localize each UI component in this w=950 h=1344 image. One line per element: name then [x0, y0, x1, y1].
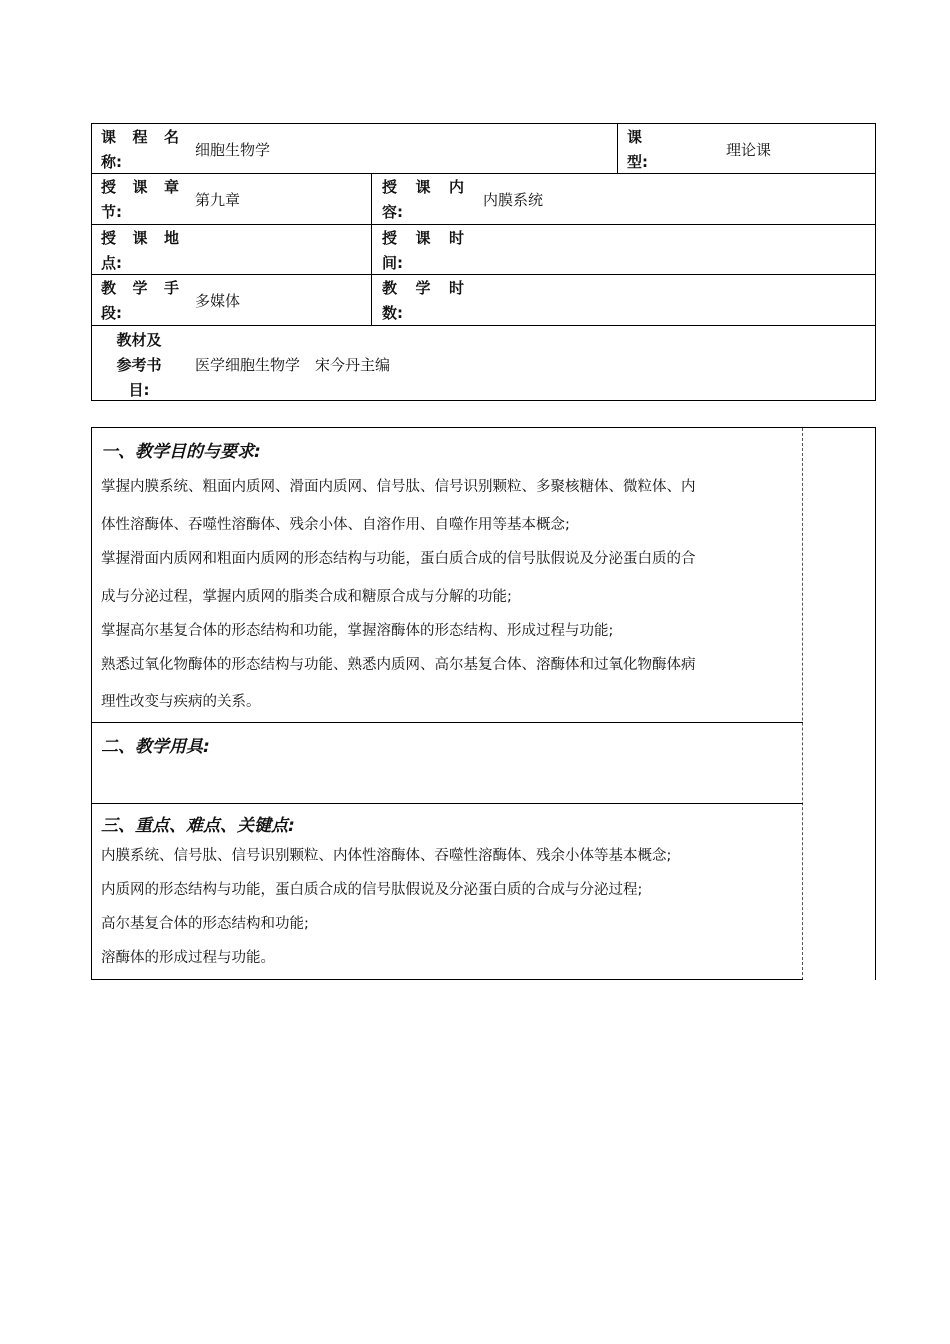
time-label: 授 课 时 间: [382, 229, 464, 272]
row-divider [91, 274, 876, 275]
chapter-label: 授 课 章 节: [101, 178, 179, 221]
objectives-line: 成与分泌过程，掌握内质网的脂类合成和糖原合成与分解的功能; [101, 589, 512, 605]
info-table-border-bottom [91, 400, 876, 401]
content-value: 内膜系统 [483, 191, 544, 209]
content-table-border-top [91, 427, 876, 428]
col-divider [617, 123, 618, 174]
col-divider [371, 173, 372, 326]
objectives-line: 理性改变与疾病的关系。 [101, 694, 261, 710]
course-name-label: 课 程 名 称: [101, 128, 179, 171]
section-divider [91, 803, 803, 804]
course-name-value: 细胞生物学 [195, 141, 271, 159]
textbook-label: 教材及 参考书 目: [116, 331, 162, 399]
location-label: 授 课 地 点: [101, 229, 179, 272]
key-points-line: 高尔基复合体的形态结构和功能; [101, 916, 309, 932]
objectives-line: 掌握高尔基复合体的形态结构和功能，掌握溶酶体的形态结构、形成过程与功能; [101, 623, 614, 639]
textbook-value: 医学细胞生物学 宋今丹主编 [195, 356, 391, 374]
section-heading-key-points: 三、重点、难点、关键点: [101, 816, 295, 836]
hours-label: 教 学 时 数: [382, 279, 464, 322]
objectives-line: 掌握内膜系统、粗面内质网、滑面内质网、信号肽、信号识别颗粒、多聚核糖体、微粒体、内 [101, 479, 696, 495]
row-divider [91, 224, 876, 225]
info-table-border-left [91, 123, 92, 401]
content-table-dashed-divider [802, 428, 803, 980]
row-divider [91, 173, 876, 174]
method-label: 教 学 手 段: [101, 279, 179, 322]
info-table-border-right [875, 123, 876, 401]
row-divider [91, 325, 876, 326]
key-points-line: 溶酶体的形成过程与功能。 [101, 950, 275, 966]
content-table-border-left [91, 427, 92, 980]
objectives-line: 体性溶酶体、吞噬性溶酶体、残余小体、自溶作用、自噬作用等基本概念; [101, 517, 570, 533]
course-type-value: 理论课 [726, 141, 772, 159]
content-table-border-right [875, 427, 876, 980]
section-heading-teaching-tools: 二、教学用具: [101, 737, 210, 757]
chapter-value: 第九章 [195, 191, 241, 209]
content-table-border-bottom [91, 979, 803, 980]
objectives-line: 掌握滑面内质网和粗面内质网的形态结构与功能，蛋白质合成的信号肽假说及分泌蛋白质的合 [101, 551, 696, 567]
section-heading-objectives: 一、教学目的与要求: [101, 442, 261, 462]
key-points-line: 内质网的形态结构与功能，蛋白质合成的信号肽假说及分泌蛋白质的合成与分泌过程; [101, 882, 643, 898]
method-value: 多媒体 [195, 292, 241, 310]
section-divider [91, 722, 803, 723]
objectives-line: 熟悉过氧化物酶体的形态结构与功能、熟悉内质网、高尔基复合体、溶酶体和过氧化物酶体病 [101, 657, 696, 673]
course-type-label: 课 型: [627, 128, 648, 171]
info-table-border-top [91, 123, 876, 124]
content-label: 授 课 内 容: [382, 178, 464, 221]
key-points-line: 内膜系统、信号肽、信号识别颗粒、内体性溶酶体、吞噬性溶酶体、残余小体等基本概念; [101, 848, 672, 864]
